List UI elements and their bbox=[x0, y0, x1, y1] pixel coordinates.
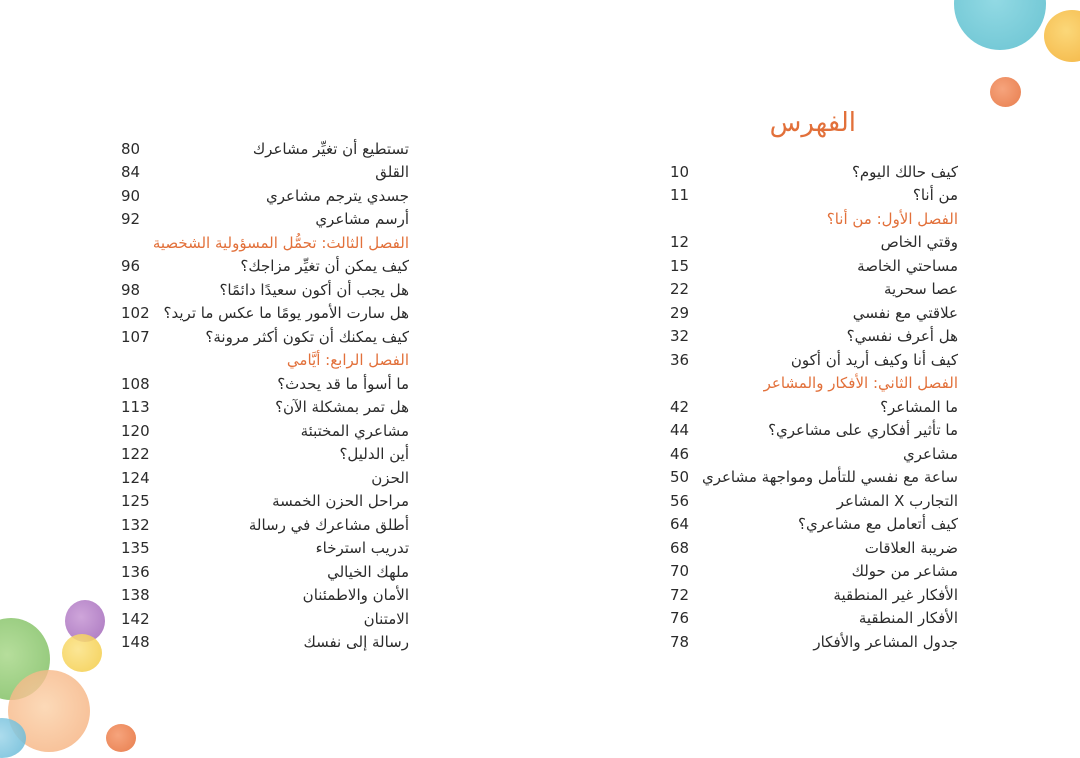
toc-entry-title: مراحل الحزن الخمسة bbox=[272, 492, 409, 511]
toc-entry-title: كيف أنا وكيف أريد أن أكون bbox=[790, 350, 958, 369]
toc-entry-page: 107 bbox=[121, 327, 150, 346]
toc-entry bbox=[121, 631, 409, 655]
toc-entry-page: 132 bbox=[121, 515, 150, 534]
toc-entry-page: 98 bbox=[121, 280, 141, 299]
toc-entry bbox=[670, 160, 958, 184]
toc-entry-title: من أنا؟ bbox=[912, 186, 958, 205]
toc-entry-title: الفصل الثاني: الأفكار والمشاعر bbox=[763, 374, 958, 393]
toc-entry-title: هل أعرف نفسي؟ bbox=[846, 327, 958, 346]
toc-entry-page: 10 bbox=[670, 162, 690, 181]
toc-entry-title: رسالة إلى نفسك bbox=[303, 633, 409, 652]
toc-entry-page: 80 bbox=[121, 139, 141, 158]
toc-entry-page: 122 bbox=[121, 445, 150, 464]
toc-entry-page: 125 bbox=[121, 492, 150, 511]
toc-entry-page: 113 bbox=[121, 398, 150, 417]
toc-entry-title: الأمان والاطمئنان bbox=[302, 586, 409, 605]
toc-entry-page: 120 bbox=[121, 421, 150, 440]
toc-entry-title: هل يجب أن أكون سعيدًا دائمًا؟ bbox=[219, 280, 409, 299]
toc-entry bbox=[670, 254, 958, 278]
toc-entry bbox=[121, 184, 409, 208]
toc-entry bbox=[121, 137, 409, 161]
toc-entry bbox=[121, 255, 409, 279]
toc-entry bbox=[121, 584, 409, 608]
yellow-watercolor-blob bbox=[1044, 10, 1080, 62]
toc-entry-page: 32 bbox=[670, 327, 690, 346]
toc-entry bbox=[121, 161, 409, 185]
toc-entry-title: مشاعري bbox=[903, 444, 958, 463]
toc-entry-page: 68 bbox=[670, 538, 690, 557]
toc-entry-page: 42 bbox=[670, 397, 690, 416]
toc-entry-page: 15 bbox=[670, 256, 690, 275]
toc-entry-title: الامتنان bbox=[363, 609, 409, 628]
toc-entry bbox=[670, 301, 958, 325]
toc-entry-title: القلق bbox=[375, 163, 409, 182]
toc-entry-title: ساعة مع نفسي للتأمل ومواجهة مشاعري bbox=[701, 468, 958, 487]
toc-entry bbox=[670, 607, 958, 631]
toc-entry-page: 44 bbox=[670, 421, 690, 440]
toc-entry bbox=[121, 490, 409, 514]
toc-entry-title: تستطيع أن تغيِّر مشاعرك bbox=[252, 139, 409, 158]
toc-entry-title: أرسم مشاعري bbox=[315, 210, 409, 229]
toc-entry-title: مشاعري المختبئة bbox=[300, 421, 409, 440]
toc-entry-title: جدول المشاعر والأفكار bbox=[813, 632, 958, 651]
toc-chapter-heading bbox=[670, 207, 958, 231]
toc-entry-title: الفصل الأول: من أنا؟ bbox=[826, 209, 958, 228]
toc-entry bbox=[121, 208, 409, 232]
toc-entry-page: 36 bbox=[670, 350, 690, 369]
toc-right-column bbox=[670, 160, 958, 654]
toc-entry bbox=[670, 419, 958, 443]
toc-entry-page: 92 bbox=[121, 210, 141, 229]
toc-entry-title: ما أسوأ ما قد يحدث؟ bbox=[277, 374, 409, 393]
yellow-watercolor-small bbox=[62, 634, 102, 672]
toc-entry-page: 142 bbox=[121, 609, 150, 628]
toc-entry-title: مساحتي الخاصة bbox=[857, 256, 958, 275]
toc-entry bbox=[670, 630, 958, 654]
toc-entry-title: ضريبة العلاقات bbox=[864, 538, 958, 557]
toc-entry-title: كيف يمكن أن تغيِّر مزاجك؟ bbox=[240, 257, 409, 276]
toc-entry bbox=[121, 372, 409, 396]
toc-entry bbox=[670, 348, 958, 372]
toc-entry bbox=[121, 560, 409, 584]
toc-entry bbox=[670, 442, 958, 466]
toc-chapter-heading bbox=[121, 349, 409, 373]
toc-entry-page: 46 bbox=[670, 444, 690, 463]
toc-entry-title: الأفكار غير المنطقية bbox=[833, 585, 958, 604]
teal-watercolor-blob bbox=[954, 0, 1046, 50]
toc-entry-page: 148 bbox=[121, 633, 150, 652]
toc-entry-title: الأفكار المنطقية bbox=[858, 609, 958, 628]
toc-entry bbox=[670, 583, 958, 607]
toc-entry bbox=[670, 395, 958, 419]
toc-entry bbox=[670, 536, 958, 560]
toc-entry-title: كيف أتعامل مع مشاعري؟ bbox=[798, 515, 958, 534]
toc-entry-title: تدريب استرخاء bbox=[315, 539, 409, 558]
toc-entry-title: ما المشاعر؟ bbox=[880, 397, 958, 416]
toc-entry-title: علاقتي مع نفسي bbox=[852, 303, 958, 322]
toc-entry-page: 84 bbox=[121, 163, 141, 182]
toc-entry bbox=[121, 302, 409, 326]
toc-entry bbox=[121, 607, 409, 631]
toc-entry-title: مشاعر من حولك bbox=[851, 562, 958, 581]
toc-entry-page: 124 bbox=[121, 468, 150, 487]
toc-entry-page: 56 bbox=[670, 491, 690, 510]
toc-entry-title: وقتي الخاص bbox=[880, 233, 958, 252]
toc-entry-title: الحزن bbox=[371, 468, 409, 487]
toc-entry-title: التجارب X المشاعر bbox=[836, 491, 958, 510]
toc-entry-page: 29 bbox=[670, 303, 690, 322]
toc-entry bbox=[121, 466, 409, 490]
toc-entry bbox=[121, 537, 409, 561]
toc-left-column bbox=[121, 137, 409, 654]
toc-entry-page: 64 bbox=[670, 515, 690, 534]
toc-entry-page: 78 bbox=[670, 632, 690, 651]
toc-entry bbox=[121, 513, 409, 537]
toc-entry-page: 136 bbox=[121, 562, 150, 581]
toc-entry-title: هل سارت الأمور يومًا ما عكس ما تريد؟ bbox=[163, 304, 409, 323]
toc-entry bbox=[670, 513, 958, 537]
toc-entry-page: 138 bbox=[121, 586, 150, 605]
toc-entry-page: 108 bbox=[121, 374, 150, 393]
toc-entry-page: 135 bbox=[121, 539, 150, 558]
toc-title: الفهرس bbox=[769, 108, 856, 138]
orange-watercolor-bottom bbox=[106, 724, 136, 752]
toc-entry-title: عصا سحرية bbox=[883, 280, 958, 299]
toc-entry-page: 96 bbox=[121, 257, 141, 276]
toc-entry bbox=[670, 278, 958, 302]
toc-entry bbox=[670, 184, 958, 208]
toc-entry-title: هل تمر بمشكلة الآن؟ bbox=[275, 398, 409, 417]
toc-entry bbox=[121, 278, 409, 302]
toc-entry-page: 102 bbox=[121, 304, 150, 323]
toc-entry-page: 50 bbox=[670, 468, 690, 487]
toc-entry-page: 72 bbox=[670, 585, 690, 604]
toc-entry bbox=[121, 325, 409, 349]
toc-entry-title: ما تأثير أفكاري على مشاعري؟ bbox=[768, 421, 958, 440]
toc-entry bbox=[670, 560, 958, 584]
toc-entry-title: جسدي يترجم مشاعري bbox=[266, 186, 409, 205]
toc-entry bbox=[121, 443, 409, 467]
toc-entry-page: 12 bbox=[670, 233, 690, 252]
toc-entry bbox=[670, 489, 958, 513]
toc-chapter-heading bbox=[670, 372, 958, 396]
toc-entry-title: ملهك الخيالي bbox=[327, 562, 409, 581]
toc-entry bbox=[121, 396, 409, 420]
toc-chapter-heading bbox=[121, 231, 409, 255]
toc-entry bbox=[670, 325, 958, 349]
toc-entry-title: أين الدليل؟ bbox=[339, 445, 409, 464]
orange-watercolor-dot bbox=[990, 77, 1021, 107]
toc-entry-title: كيف حالك اليوم؟ bbox=[851, 162, 958, 181]
toc-entry-title: أطلق مشاعرك في رسالة bbox=[248, 515, 409, 534]
toc-entry-page: 11 bbox=[670, 186, 690, 205]
toc-entry-page: 76 bbox=[670, 609, 690, 628]
toc-entry bbox=[670, 231, 958, 255]
toc-entry-title: الفصل الثالث: تحمُّل المسؤولية الشخصية bbox=[152, 233, 409, 252]
toc-entry bbox=[670, 466, 958, 490]
toc-entry-page: 22 bbox=[670, 280, 690, 299]
toc-entry-page: 90 bbox=[121, 186, 141, 205]
toc-entry-title: الفصل الرابع: أيَّامي bbox=[286, 351, 409, 370]
toc-entry-title: كيف يمكنك أن تكون أكثر مرونة؟ bbox=[205, 327, 409, 346]
toc-entry bbox=[121, 419, 409, 443]
toc-entry-page: 70 bbox=[670, 562, 690, 581]
